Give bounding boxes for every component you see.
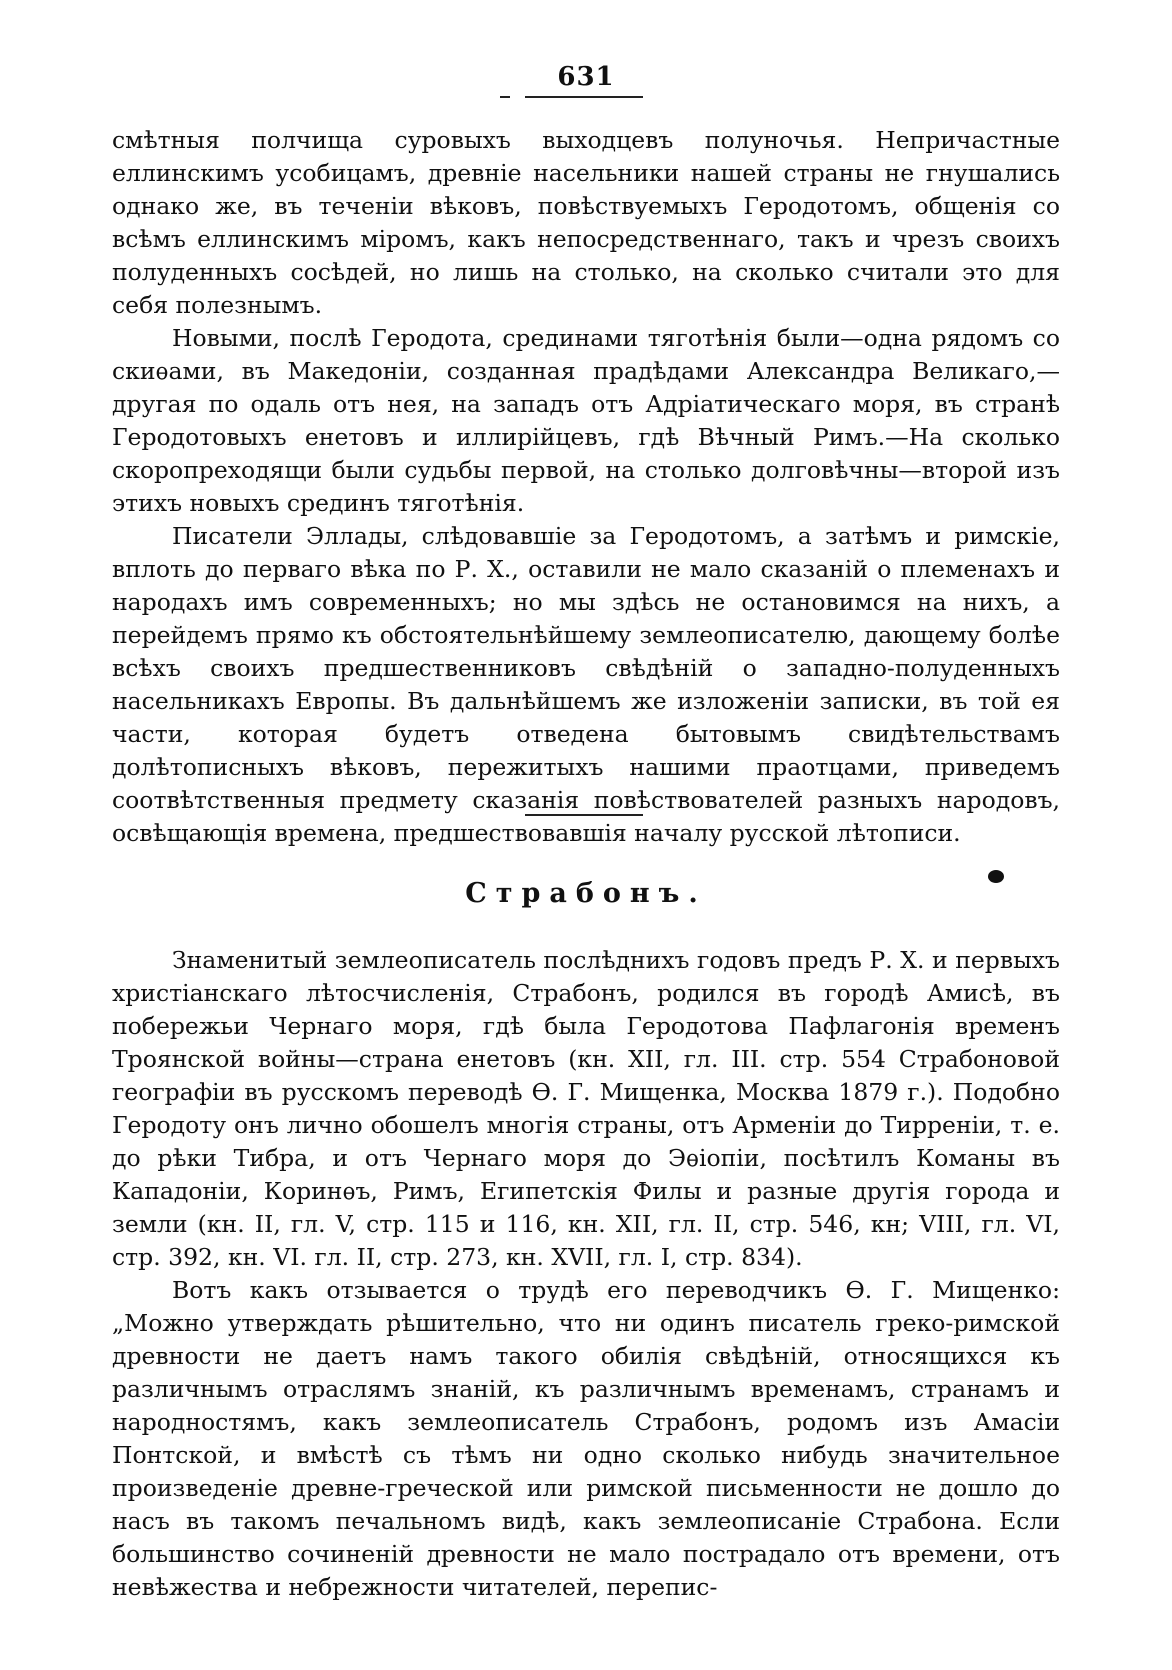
paragraph: Вотъ какъ отзывается о трудѣ его переводчикъ Ѳ. Г. Мищенко: „Можно утверждать рѣшительно, что ни одинъ писатель греко-римской древности не даетъ намъ такого обилія свѣдѣній, относящихся къ различнымъ отраслямъ знаній, къ различнымъ временамъ, странамъ и народностямъ, какъ землеописатель Страбонъ, родомъ изъ Амасіи Понтской, и вмѣстѣ съ тѣмъ ни одно сколько нибудь значительное произведеніе древне-греческой или римской письменности не дошло до насъ въ такомъ печальномъ видѣ, какъ землеописаніе Страбона. Если большинство сочиненій древности не мало пострадало отъ времени, отъ невѣжества и небрежности читателей, перепис-	[112, 1276, 1060, 1601]
section-title: Страбонъ.	[465, 878, 707, 909]
section-separator	[525, 814, 643, 816]
ink-blot	[988, 870, 1004, 883]
paragraph: смѣтныя полчища суровыхъ выходцевъ полуночья. Непричастные еллинскимъ усобицамъ, древніе насельники нашей страны не гнушались однако же, въ теченіи вѣковъ, повѣствуемыхъ Геродотомъ, общенія со всѣмъ еллинскимъ міромъ, какъ непосредственнаго, такъ и чрезъ своихъ полуденныхъ сосѣдей, но лишь на столько, на сколько считали это для себя полезнымъ.	[112, 126, 1060, 319]
header-rule	[525, 96, 643, 98]
text-block-bottom	[112, 944, 1060, 1604]
header-rule-dash	[500, 96, 510, 98]
page-number: 631	[557, 62, 615, 92]
paragraph: Знаменитый землеописатель послѣднихъ годовъ предъ Р. Х. и первыхъ христіанскаго лѣтосчисленія, Страбонъ, родился въ городѣ Амисѣ, въ побережьи Чернаго моря, гдѣ была Геродотова Пафлагонія временъ Троянской войны—страна енетовъ (кн. XII, гл. III. стр. 554 Страбоновой географіи въ русскомъ переводѣ Ѳ. Г. Мищенка, Москва 1879 г.). Подобно Геродоту онъ лично обошелъ многія страны, отъ Арменіи до Тирреніи, т. е. до рѣки Тибра, и отъ Чернаго моря до Эѳіопіи, посѣтилъ Команы въ Кападоніи, Коринѳъ, Римъ, Египетскія Филы и разные другія города и земли (кн. II, гл. V, стр. 115 и 116, кн. XII, гл. II, стр. 546, кн; VIII, гл. VI, стр. 392, кн. VI. гл. II, стр. 273, кн. XVII, гл. I, стр. 834).	[112, 946, 1060, 1271]
text-block-top	[112, 124, 1060, 850]
paragraph: Писатели Эллады, слѣдовавшіе за Геродотомъ, а затѣмъ и римскіе, вплоть до перваго вѣка по Р. Х., оставили не мало сказаній о племенахъ и народахъ имъ современныхъ; но мы здѣсь не остановимся на нихъ, а перейдемъ прямо къ обстоятельнѣйшему землеописателю, дающему болѣе всѣхъ своихъ предшественниковъ свѣдѣній о западно-полуденныхъ насельникахъ Европы. Въ дальнѣйшемъ же изложеніи записки, въ той ея части, которая будетъ отведена бытовымъ свидѣтельствамъ долѣтописныхъ вѣковъ, пережитыхъ нашими праотцами, приведемъ соотвѣтственныя предмету сказанія повѣствователей разныхъ народовъ, освѣщающія времена, предшествовавшія началу русской лѣтописи.	[112, 522, 1060, 847]
paragraph: Новыми, послѣ Геродота, срединами тяготѣнія были—одна рядомъ со скиѳами, въ Македоніи, созданная прадѣдами Александра Великаго,—другая по одаль отъ нея, на западъ отъ Адріатическаго моря, въ странѣ Геродотовыхъ енетовъ и иллирійцевъ, гдѣ Вѣчный Римъ.—На сколько скоропреходящи были судьбы первой, на столько долговѣчны—второй изъ этихъ новыхъ срединъ тяготѣнія.	[112, 324, 1060, 517]
